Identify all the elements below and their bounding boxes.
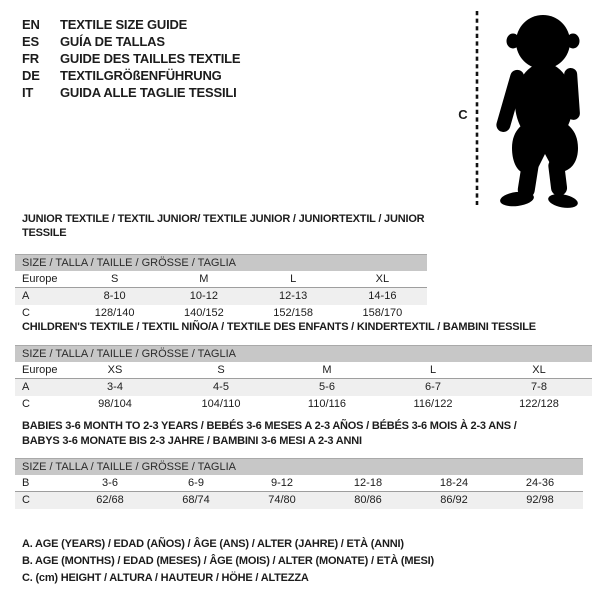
- table-cell: 7-8: [531, 381, 547, 393]
- table-cell: XL: [532, 364, 546, 376]
- height-measure-label: C: [458, 107, 468, 122]
- table-row-age: [15, 288, 427, 305]
- note-age-months: B. AGE (MONTHS) / EDAD (MESES) / ÂGE (MOIS) / ALTER (MONATE) / ETÀ (MESI): [22, 555, 434, 567]
- language-title: TEXTILE SIZE GUIDE: [60, 17, 188, 32]
- baby-silhouette-icon: [455, 6, 595, 210]
- row-label: C: [22, 494, 30, 506]
- table-cell: 80/86: [354, 494, 382, 506]
- language-title: TEXTILGRÖßENFÜHRUNG: [60, 68, 222, 83]
- table-cell: XS: [107, 364, 123, 376]
- table-cell: 24-36: [525, 477, 555, 489]
- table-cell: 86/92: [440, 494, 468, 506]
- language-row: [22, 50, 240, 67]
- table-cell: M: [322, 364, 332, 376]
- language-code: IT: [22, 85, 34, 100]
- note-age-years: A. AGE (YEARS) / EDAD (AÑOS) / ÂGE (ANS) / ALTER (JAHRE) / ETÀ (ANNI): [22, 538, 404, 550]
- table-row-age-months: [15, 475, 583, 492]
- language-row: [22, 84, 240, 101]
- row-label: Europe: [22, 273, 58, 285]
- table-row-europe: [15, 362, 592, 379]
- language-code: EN: [22, 17, 40, 32]
- table-cell: 128/140: [94, 307, 135, 319]
- size-header-bar: SIZE / TALLA / TAILLE / GRÖSSE / TAGLIA: [15, 254, 427, 271]
- table-cell: L: [290, 273, 297, 285]
- table-cell: 152/158: [273, 307, 313, 319]
- table-row-height: [15, 492, 583, 509]
- junior-textile-table: [15, 212, 427, 322]
- language-title: GUIDE DES TAILLES TEXTILE: [60, 51, 241, 66]
- language-code: FR: [22, 51, 39, 66]
- size-header-bar: SIZE / TALLA / TAILLE / GRÖSSE / TAGLIA: [15, 345, 592, 362]
- table-cell: L: [429, 364, 437, 376]
- table-cell: 3-4: [107, 381, 123, 393]
- table-cell: 98/104: [98, 398, 132, 410]
- table-cell: 116/122: [413, 398, 453, 410]
- table-cell: 12-13: [279, 290, 308, 302]
- row-label: A: [22, 290, 30, 302]
- table-cell: S: [110, 273, 119, 285]
- table-title: [15, 419, 583, 449]
- row-label: C: [22, 398, 30, 410]
- language-row: [22, 33, 240, 50]
- table-cell: 104/110: [201, 398, 241, 410]
- table-cell: 6-9: [188, 477, 204, 489]
- language-title: GUIDA ALLE TAGLIE TESSILI: [60, 85, 237, 100]
- row-label: A: [22, 381, 30, 393]
- row-label: Europe: [22, 364, 58, 376]
- table-cell: 3-6: [102, 477, 118, 489]
- table-cell: 10-12: [189, 290, 218, 302]
- language-title: GUÍA DE TALLAS: [60, 34, 165, 49]
- table-cell: 14-16: [368, 290, 397, 302]
- size-header-bar: SIZE / TALLA / TAILLE / GRÖSSE / TAGLIA: [15, 458, 583, 475]
- table-row-europe: [15, 271, 427, 288]
- childrens-textile-table: [15, 320, 592, 413]
- table-cell: 92/98: [526, 494, 554, 506]
- table-cell: 12-18: [353, 477, 383, 489]
- table-cell: 5-6: [319, 381, 335, 393]
- table-cell: 122/128: [519, 398, 559, 410]
- table-cell: 68/74: [182, 494, 210, 506]
- language-code: DE: [22, 68, 40, 83]
- table-cell: 9-12: [270, 477, 294, 489]
- table-cell: 18-24: [439, 477, 469, 489]
- table-cell: XL: [375, 273, 390, 285]
- table-row-height: [15, 396, 592, 413]
- row-label: B: [22, 477, 30, 489]
- table-row-age: [15, 379, 592, 396]
- table-cell: 62/68: [96, 494, 124, 506]
- language-row: [22, 16, 240, 33]
- babies-textile-table: [15, 419, 583, 509]
- row-label: C: [22, 307, 30, 319]
- table-cell: 158/170: [362, 307, 403, 319]
- table-cell: 74/80: [268, 494, 296, 506]
- language-code: ES: [22, 34, 39, 49]
- table-title-line2: BABYS 3-6 MONATE BIS 2-3 JAHRE / BAMBINI 3-6 MESI A 2-3 ANNI: [22, 435, 362, 447]
- table-cell: 8-10: [103, 290, 126, 302]
- table-title-line1: BABIES 3-6 MONTH TO 2-3 YEARS / BEBÉS 3-6 MESES A 2-3 AÑOS / BÉBÉS 3-6 MOIS À 2-3 ANS /: [22, 420, 517, 432]
- table-cell: 4-5: [213, 381, 229, 393]
- language-title-list: [22, 16, 240, 101]
- table-cell: 110/116: [307, 398, 347, 410]
- table-cell: S: [217, 364, 225, 376]
- note-height: C. (cm) HEIGHT / ALTURA / HAUTEUR / HÖHE / ALTEZZA: [22, 572, 309, 584]
- table-cell: M: [199, 273, 209, 285]
- legend-notes: [22, 536, 434, 587]
- table-cell: 6-7: [425, 381, 441, 393]
- table-cell: 140/152: [183, 307, 224, 319]
- table-title: CHILDREN'S TEXTILE / TEXTIL NIÑO/A / TEXTILE DES ENFANTS / KINDERTEXTIL / BAMBINI TESSILE: [22, 321, 536, 333]
- language-row: [22, 67, 240, 84]
- table-title: JUNIOR TEXTILE / TEXTIL JUNIOR/ TEXTILE JUNIOR / JUNIORTEXTIL / JUNIOR TESSILE: [22, 213, 425, 239]
